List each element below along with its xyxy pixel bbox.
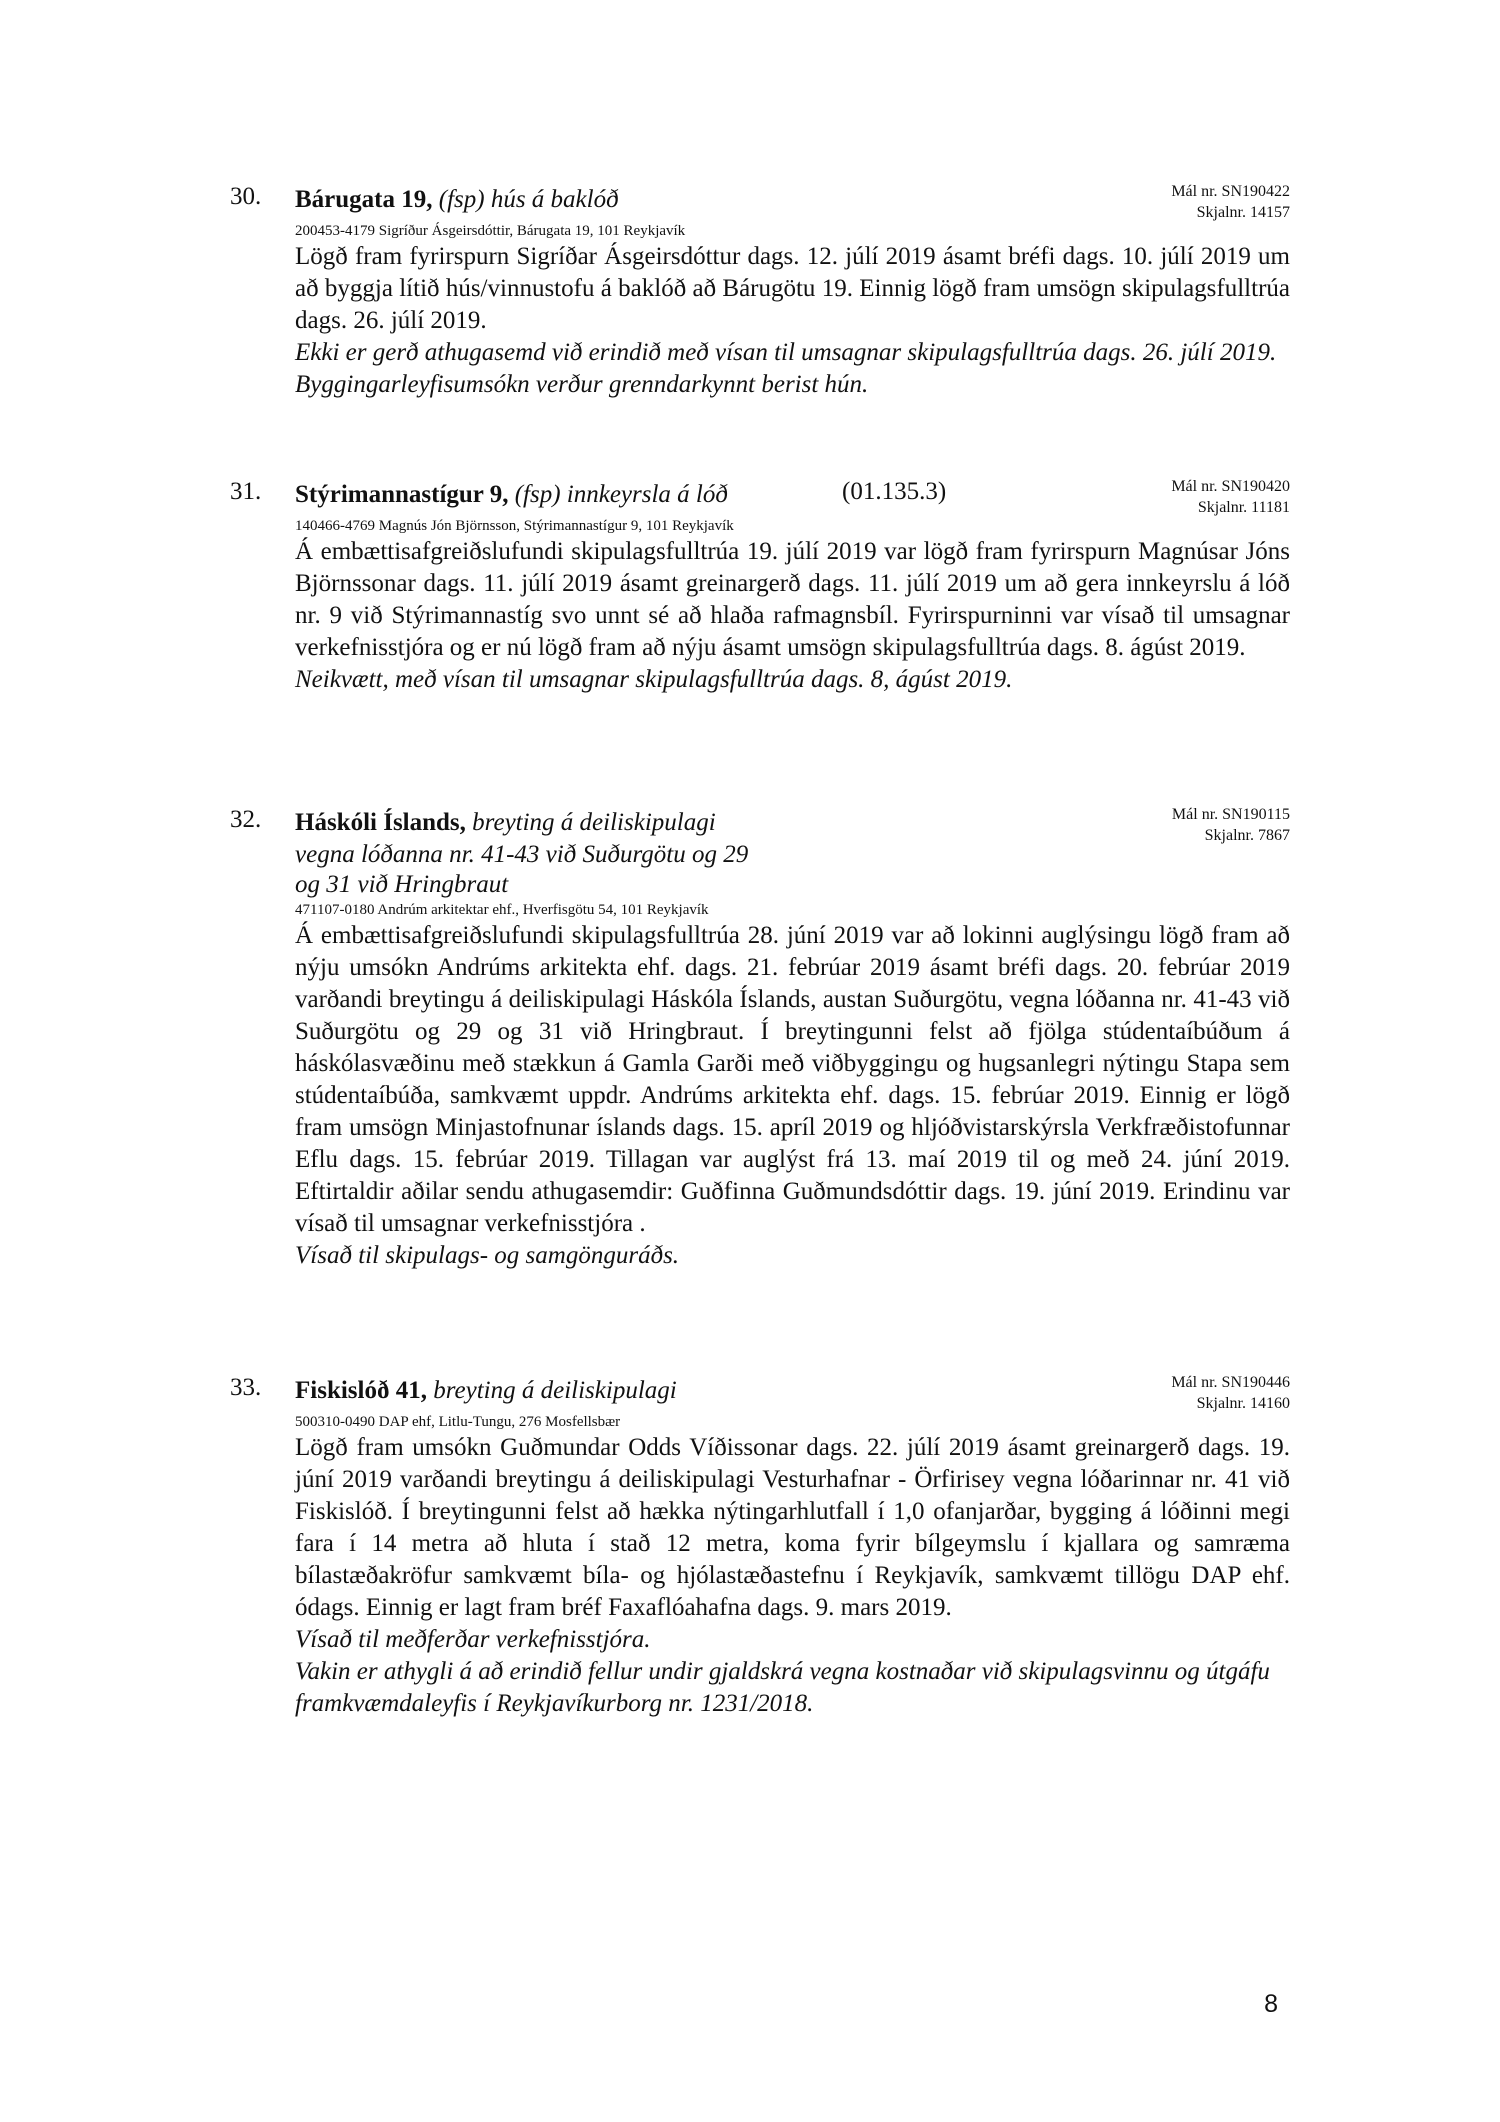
item-note: Vakin er athygli á að erindið fellur undir gjaldskrá vegna kostnaðar við skipulagsvinnu og útgáfu framkvæmdaleyfis í Reykjavíkurborg nr. 1231/2018. xyxy=(295,1658,1270,1717)
item-subject: breyting á deiliskipulagi xyxy=(472,809,716,836)
item-place: Bárugata 19, xyxy=(295,186,433,213)
document-number: Skjalnr. 11181 xyxy=(1197,499,1290,516)
agenda-item xyxy=(230,183,1290,401)
document-number: Skjalnr. 14157 xyxy=(1196,204,1290,221)
item-header xyxy=(230,478,1290,516)
document-number: Skjalnr. 7867 xyxy=(1204,827,1290,844)
case-number: Mál nr. SN190446 xyxy=(1171,1374,1290,1391)
item-header xyxy=(230,806,1290,844)
lot-number: (01.135.3) xyxy=(842,478,947,505)
item-decision: Vísað til meðferðar verkefnisstjóra. xyxy=(295,1626,651,1653)
item-decision: Ekki er gerð athugasemd við erindið með vísan til umsagnar skipulagsfulltrúa dags. 26. júlí 2019. Byggingarleyfisumsókn verður grenndarkynnt berist hún. xyxy=(295,339,1277,398)
item-subject: (fsp) innkeyrsla á lóð xyxy=(514,481,728,508)
item-text: Á embættisafgreiðslufundi skipulagsfulltrúa 19. júlí 2019 var lögð fram fyrirspurn Magnúsar Jóns Björnssonar dags. 11. júlí 2019 ásamt greinargerð dags. 11. júlí 2019 um að gera innkeyrslu á lóð nr. 9 við Stýrimannastíg svo unnt sé að hlaða rafmagnsbíl. Fyrirspurninni var vísað til umsagnar verkefnisstjóra og er nú lögð fram að nýju ásamt umsögn skipulagsfulltrúa dags. 8. ágúst 2019. xyxy=(295,538,1290,661)
item-title xyxy=(295,1374,677,1408)
item-refs xyxy=(1171,1372,1290,1414)
case-number: Mál nr. SN190115 xyxy=(1171,806,1290,823)
item-text: Lögð fram fyrirspurn Sigríðar Ásgeirsdóttur dags. 12. júlí 2019 ásamt bréfi dags. 10. júlí 2019 um að byggja lítið hús/vinnustofu á baklóð að Bárugötu 19. Einnig lögð fram umsögn skipulagsfulltrúa dags. 26. júlí 2019. xyxy=(295,243,1290,334)
item-place: Háskóli Íslands, xyxy=(295,809,466,836)
item-header xyxy=(230,1374,1290,1412)
document-number: Skjalnr. 14160 xyxy=(1196,1395,1290,1412)
page-number: 8 xyxy=(1264,1990,1278,2018)
item-subject-continued: vegna lóðanna nr. 41-43 við Suðurgötu og 29 xyxy=(295,841,749,868)
item-place: Fiskislóð 41, xyxy=(295,1377,427,1404)
item-refs xyxy=(1171,181,1290,223)
item-subject-continued: og 31 við Hringbraut xyxy=(295,871,509,898)
agenda-item xyxy=(230,806,1290,1272)
applicant: 471107-0180 Andrúm arkitektar ehf., Hverfisgötu 54, 101 Reykjavík xyxy=(295,902,709,918)
agenda-item xyxy=(230,1374,1290,1720)
item-number: 33. xyxy=(230,1374,262,1401)
item-subject: breyting á deiliskipulagi xyxy=(433,1377,677,1404)
case-number: Mál nr. SN190422 xyxy=(1171,183,1290,200)
item-decision: Vísað til skipulags- og samgönguráðs. xyxy=(295,1242,680,1269)
item-number: 30. xyxy=(230,183,262,210)
item-subject: (fsp) hús á baklóð xyxy=(438,186,619,213)
item-title xyxy=(295,806,716,840)
item-title xyxy=(295,478,728,512)
item-refs xyxy=(1172,804,1290,846)
applicant: 200453-4179 Sigríður Ásgeirsdóttir, Bárugata 19, 101 Reykjavík xyxy=(295,223,686,239)
item-decision: Neikvætt, með vísan til umsagnar skipulagsfulltrúa dags. 8, ágúst 2019. xyxy=(295,666,1013,693)
item-title xyxy=(295,183,619,217)
item-number: 32. xyxy=(230,806,262,833)
item-number: 31. xyxy=(230,478,262,505)
item-text: Á embættisafgreiðslufundi skipulagsfulltrúa 28. júní 2019 var að lokinni auglýsingu lögð fram að nýju umsókn Andrúms arkitekta ehf. dags. 21. febrúar 2019 ásamt bréfi dags. 20. febrúar 2019 varðandi breytingu á deiliskipulagi Háskóla Íslands, austan Suðurgötu, vegna lóðanna nr. 41-43 við Suðurgötu og 29 og 31 við Hringbraut. Í breytingunni felst að fjölga stúdentaíbúðum á háskólasvæðinu með stækkun á Gamla Garði með viðbyggingu og hugsanlegri nýtingu Stapa sem stúdentaíbúða, samkvæmt uppdr. Andrúms arkitekta ehf. dags. 15. febrúar 2019. Einnig er lögð fram umsögn Minjastofnunar íslands dags. 15. apríl 2019 og hljóðvistarskýrsla Verkfræðistofunnar Eflu dags. 15. febrúar 2019. Tillagan var auglýst frá 13. maí 2019 til og með 24. júní 2019. Eftirtaldir aðilar sendu athugasemdir: Guðfinna Guðmundsdóttir dags. 19. júní 2019. Erindinu var vísað til umsagnar verkefnisstjóra . xyxy=(295,922,1290,1237)
agenda-item xyxy=(230,478,1290,696)
applicant: 140466-4769 Magnús Jón Björnsson, Stýrimannastígur 9, 101 Reykjavík xyxy=(295,518,734,534)
case-number: Mál nr. SN190420 xyxy=(1171,478,1290,495)
item-text: Lögð fram umsókn Guðmundar Odds Víðissonar dags. 22. júlí 2019 ásamt greinargerð dags. 19. júní 2019 varðandi breytingu á deiliskipulagi Vesturhafnar - Örfirisey vegna lóðarinnar nr. 41 við Fiskislóð. Í breytingunni felst að hækka nýtingarhlutfall í 1,0 ofanjarðar, bygging á lóðinni megi fara í 14 metra að hluta í stað 12 metra, koma fyrir bílgeymslu í kjallara og samræma bílastæðakröfur samkvæmt bíla- og hjólastæðastefnu í Reykjavík, samkvæmt tillögu DAP ehf. ódags. Einnig er lagt fram bréf Faxaflóahafna dags. 9. mars 2019. xyxy=(295,1434,1290,1621)
item-refs xyxy=(1171,476,1290,518)
applicant: 500310-0490 DAP ehf, Litlu-Tungu, 276 Mosfellsbær xyxy=(295,1414,621,1430)
item-place: Stýrimannastígur 9, xyxy=(295,481,509,508)
item-header xyxy=(230,183,1290,221)
